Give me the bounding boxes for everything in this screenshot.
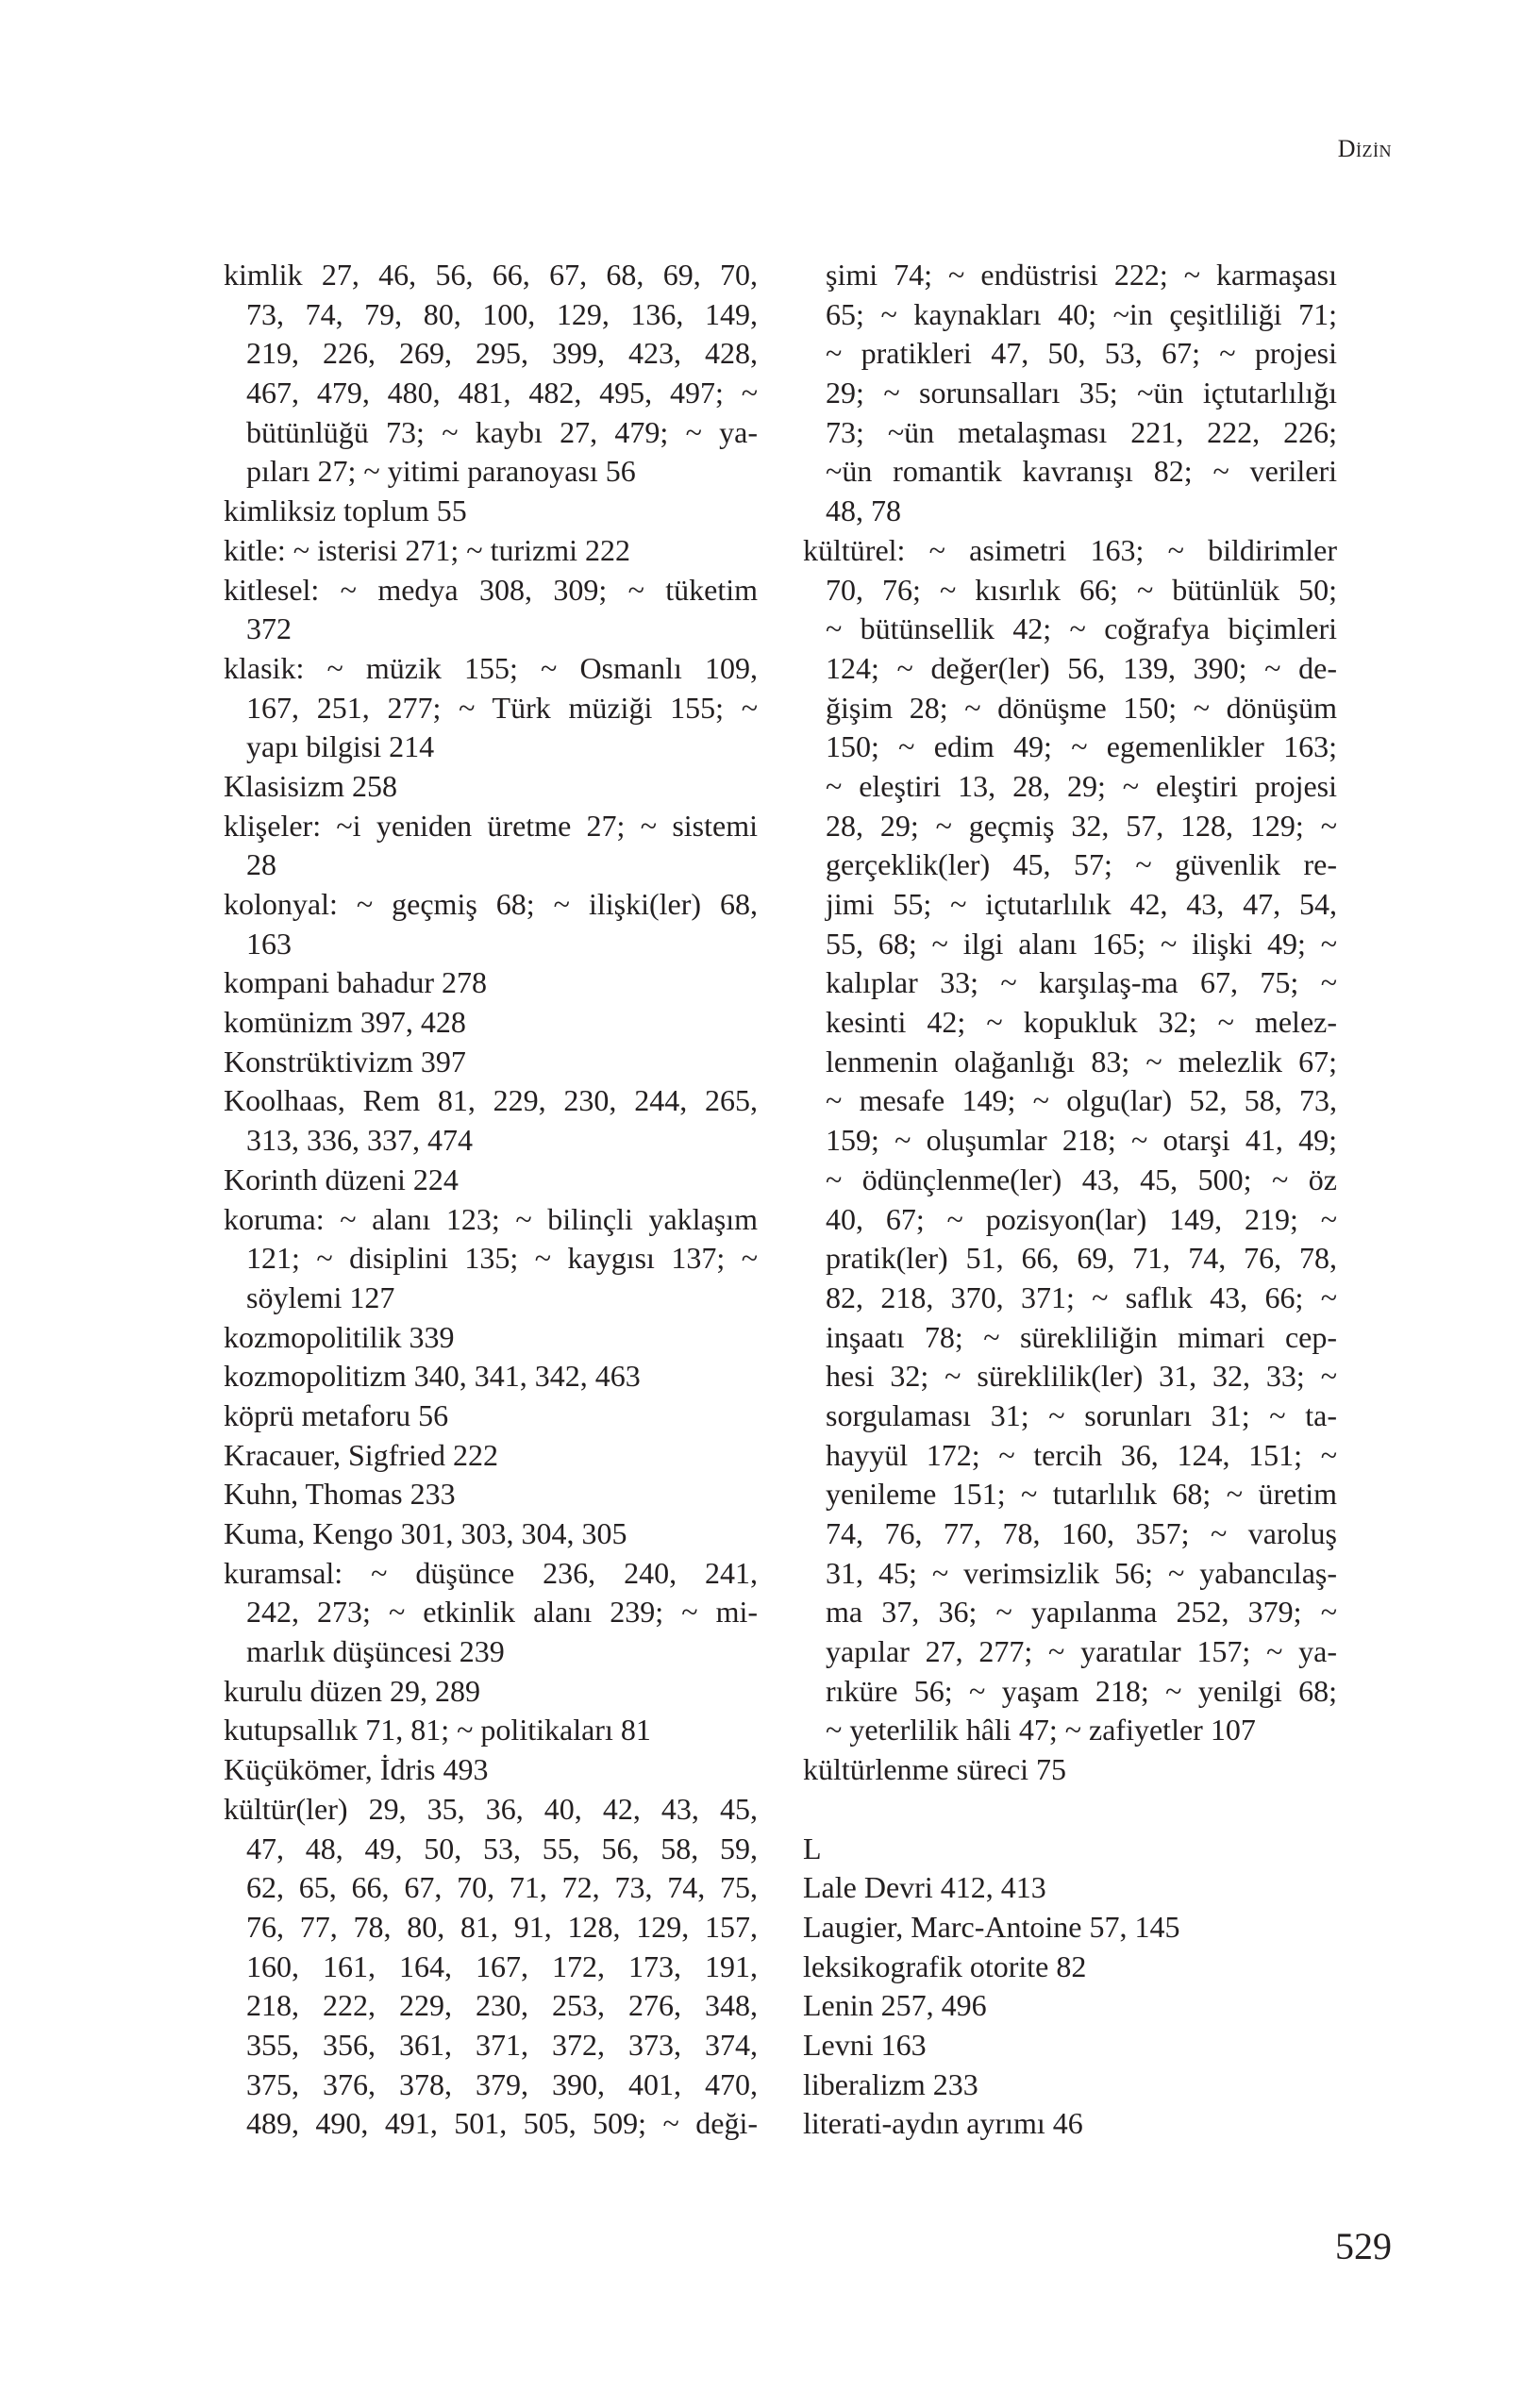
index-entry-line: 218, 222, 229, 230, 253, 276, 348,: [246, 1988, 758, 2023]
index-entry-line: 70, 76; ~ kısırlık 66; ~ bütünlük 50;: [826, 572, 1337, 607]
index-entry: [803, 2104, 1337, 2144]
index-entry-line: ~ pratikleri 47, 50, 53, 67; ~ projesi: [826, 336, 1337, 371]
index-entry-heading-line: leksikografik otorite 82: [803, 1948, 1087, 1983]
index-entry-line: ma 37, 36; ~ yapılanma 252, 379; ~: [826, 1595, 1337, 1630]
index-entry-line: ~ bütünsellik 42; ~ coğrafya biçimleri: [826, 611, 1337, 646]
letter-heading: L: [803, 1831, 822, 1865]
index-entry-line: ~ mesafe 149; ~ olgu(lar) 52, 58, 73,: [826, 1083, 1337, 1118]
index-entry-heading-line: Klasisizm 258: [224, 768, 397, 803]
index-entry: [224, 885, 758, 963]
index-entry-heading-line: Konstrüktivizm 397: [224, 1044, 466, 1079]
index-entry-heading-line: kimliksiz toplum 55: [224, 493, 467, 528]
index-entry-line: gerçeklik(ler) 45, 57; ~ güvenlik re-: [826, 847, 1337, 882]
index-entry: [224, 1161, 758, 1200]
index-entry: [224, 571, 758, 649]
index-entry-line: ğişim 28; ~ dönüşme 150; ~ dönüşüm: [826, 690, 1337, 725]
index-entry-line: 62, 65, 66, 67, 70, 71, 72, 73, 74, 75,: [246, 1870, 758, 1905]
index-entry-heading-line: literati-aydın ayrımı 46: [803, 2106, 1083, 2141]
index-entry-line: 124; ~ değer(ler) 56, 139, 390; ~ de-: [826, 650, 1337, 685]
index-entry-heading-line: kültürel: ~ asimetri 163; ~ bildirimler: [803, 532, 1337, 567]
index-entry-line: bütünlüğü 73; ~ kaybı 27, 479; ~ ya-: [246, 414, 758, 449]
section-gap: [803, 1790, 1337, 1830]
index-entry-line: 82, 218, 370, 371; ~ saflık 43, 66; ~: [826, 1279, 1337, 1314]
index-entry-heading-line: kompani bahadur 278: [224, 965, 488, 1000]
index-entry: [803, 1750, 1337, 1790]
index-entry-heading-line: kozmopolitilik 339: [224, 1319, 455, 1354]
index-entry-heading-line: köprü metaforu 56: [224, 1397, 449, 1432]
index-entry-heading-line: Kuhn, Thomas 233: [224, 1477, 456, 1512]
index-entry: [803, 1908, 1337, 1948]
index-entry: [224, 1672, 758, 1712]
index-entry: [803, 1948, 1337, 1987]
index-column-right: [803, 256, 1337, 2144]
index-entry-line: 55, 68; ~ ilgi alanı 165; ~ ilişki 49; ~: [826, 926, 1337, 961]
index-entry-heading-line: Korinth düzeni 224: [224, 1162, 459, 1196]
index-entry: [224, 767, 758, 807]
index-entry: [224, 963, 758, 1003]
index-entry-line: 467, 479, 480, 481, 482, 495, 497; ~: [246, 376, 758, 410]
index-entry: [224, 1357, 758, 1396]
index-entry-line: 47, 48, 49, 50, 53, 55, 56, 58, 59,: [246, 1831, 758, 1865]
index-entry-line: ~ yeterlilik hâli 47; ~ zafiyetler 107: [826, 1713, 1256, 1747]
index-entry-line: 355, 356, 361, 371, 372, 373, 374,: [246, 2027, 758, 2062]
index-entry-line: pratik(ler) 51, 66, 69, 71, 74, 76, 78,: [826, 1241, 1337, 1276]
index-entry: [224, 1514, 758, 1554]
index-entry-heading-line: komünizm 397, 428: [224, 1005, 466, 1040]
index-column-left: [224, 256, 758, 2144]
index-entry-line: 73; ~ün metalaşması 221, 222, 226;: [826, 414, 1337, 449]
index-entry-heading-line: kuramsal: ~ düşünce 236, 240, 241,: [224, 1555, 758, 1590]
index-entry-line: hesi 32; ~ süreklilik(ler) 31, 32, 33; ~: [826, 1359, 1337, 1394]
index-entry-heading-line: Laugier, Marc-Antoine 57, 145: [803, 1909, 1180, 1944]
index-entry-heading-line: Lale Devri 412, 413: [803, 1870, 1046, 1905]
index-entry-line: ~ ödünçlenme(ler) 43, 45, 500; ~ öz: [826, 1162, 1337, 1196]
index-entry: [224, 1711, 758, 1750]
index-entry-line: 159; ~ oluşumlar 218; ~ otarşi 41, 49;: [826, 1123, 1337, 1158]
index-entry: [224, 256, 758, 492]
index-entry-line: 163: [246, 926, 292, 961]
index-entry: [224, 1554, 758, 1672]
index-entry-line: kesinti 42; ~ kopukluk 32; ~ melez-: [826, 1005, 1337, 1040]
index-entry-line: ~ün romantik kavranışı 82; ~ verileri: [826, 454, 1337, 489]
index-entry-line: inşaatı 78; ~ sürekliliğin mimari cep-: [826, 1319, 1337, 1354]
index-entry: [224, 1750, 758, 1790]
index-entry-heading-line: kimlik 27, 46, 56, 66, 67, 68, 69, 70,: [224, 258, 758, 292]
index-entry-heading-line: Levni 163: [803, 2027, 927, 2062]
index-entry: [224, 807, 758, 885]
index-entry: [224, 531, 758, 571]
index-entry-line: 65; ~ kaynakları 40; ~in çeşitliliği 71;: [826, 296, 1337, 331]
index-entry-line: söylemi 127: [246, 1279, 395, 1314]
index-entry: [224, 1790, 758, 2144]
index-entry: [224, 1396, 758, 1436]
index-entry: [803, 2026, 1337, 2065]
index-entry: [803, 2065, 1337, 2105]
index-entry-heading-line: koruma: ~ alanı 123; ~ bilinçli yaklaşım: [224, 1201, 758, 1236]
running-header-title: Dizin: [1337, 135, 1392, 162]
index-entry-heading-line: kitlesel: ~ medya 308, 309; ~ tüketim: [224, 572, 758, 607]
index-entry-line: 28: [246, 847, 276, 882]
index-entry-heading-line: kitle: ~ isterisi 271; ~ turizmi 222: [224, 532, 631, 567]
index-entry-line: ~ eleştiri 13, 28, 29; ~ eleştiri projesi: [826, 768, 1337, 803]
index-entry-heading-line: Kuma, Kengo 301, 303, 304, 305: [224, 1516, 627, 1550]
index-entry-line: yapı bilgisi 214: [246, 729, 435, 764]
index-entry: [803, 1986, 1337, 2026]
index-entry-heading-line: Kracauer, Sigfried 222: [224, 1437, 499, 1472]
index-entry-heading-line: Koolhaas, Rem 81, 229, 230, 244, 265,: [224, 1083, 758, 1118]
index-entry: [224, 1003, 758, 1043]
index-entry-line: 375, 376, 378, 379, 390, 401, 470,: [246, 2066, 758, 2101]
index-entry: [224, 1318, 758, 1358]
index-entry-heading-line: liberalizm 233: [803, 2066, 978, 2101]
index-entry: [803, 531, 1337, 1750]
index-entry-heading-line: kurulu düzen 29, 289: [224, 1673, 480, 1708]
index-entry-line: 372: [246, 611, 292, 646]
index-entry-line: şimi 74; ~ endüstrisi 222; ~ karmaşası: [826, 258, 1337, 292]
index-entry-heading-line: Küçükömer, İdris 493: [224, 1752, 489, 1787]
index-entry-heading-line: klişeler: ~i yeniden üretme 27; ~ sistemi: [224, 808, 758, 843]
index-entry-line: marlık düşüncesi 239: [246, 1634, 505, 1669]
index-entry-line: 150; ~ edim 49; ~ egemenlikler 163;: [826, 729, 1337, 764]
index-entry-line: 160, 161, 164, 167, 172, 173, 191,: [246, 1948, 758, 1983]
index-entry-line: 242, 273; ~ etkinlik alanı 239; ~ mi-: [246, 1595, 758, 1630]
index-entry-line: 489, 490, 491, 501, 505, 509; ~ deği-: [246, 2106, 758, 2141]
index-entry: [803, 1868, 1337, 1908]
index-entry-line: 29; ~ sorunsalları 35; ~ün içtutarlılığı: [826, 376, 1337, 410]
index-entry-line: kalıplar 33; ~ karşılaş-ma 67, 75; ~: [826, 965, 1337, 1000]
index-entry: [224, 1043, 758, 1082]
index-entry-line: hayyül 172; ~ tercih 36, 124, 151; ~: [826, 1437, 1337, 1472]
index-entry-heading-line: kolonyal: ~ geçmiş 68; ~ ilişki(ler) 68,: [224, 887, 758, 921]
index-entry: [224, 1436, 758, 1476]
index-entry-line: lenmenin olağanlığı 83; ~ melezlik 67;: [826, 1044, 1337, 1079]
index-entry: [224, 1081, 758, 1160]
index-entry-line: yenileme 151; ~ tutarlılık 68; ~ üretim: [826, 1477, 1337, 1512]
index-entry-line: 313, 336, 337, 474: [246, 1123, 473, 1158]
index-entry-line: yapılar 27, 277; ~ yaratılar 157; ~ ya-: [826, 1634, 1337, 1669]
index-entry-line: 40, 67; ~ pozisyon(lar) 149, 219; ~: [826, 1201, 1337, 1236]
index-entry-heading-line: kutupsallık 71, 81; ~ politikaları 81: [224, 1713, 651, 1747]
index-entry-line: sorgulaması 31; ~ sorunları 31; ~ ta-: [826, 1397, 1337, 1432]
index-entry-line: pıları 27; ~ yitimi paranoyası 56: [246, 454, 636, 489]
index-entry-heading-line: kültür(ler) 29, 35, 36, 40, 42, 43, 45,: [224, 1791, 758, 1826]
index-entry-continued: [803, 256, 1337, 531]
index-entry-line: jimi 55; ~ içtutarlılık 42, 43, 47, 54,: [826, 887, 1337, 921]
index-entry: [224, 492, 758, 531]
index-entry: [224, 1200, 758, 1318]
index-entry-line: 28, 29; ~ geçmiş 32, 57, 128, 129; ~: [826, 808, 1337, 843]
index-entry-line: 48, 78: [826, 493, 901, 528]
index-entry-line: 219, 226, 269, 295, 399, 423, 428,: [246, 336, 758, 371]
page-number: 529: [1335, 2225, 1392, 2267]
index-entry-line: 76, 77, 78, 80, 81, 91, 128, 129, 157,: [246, 1909, 758, 1944]
index-entry-heading-line: Lenin 257, 496: [803, 1988, 987, 2023]
index-entry-heading-line: klasik: ~ müzik 155; ~ Osmanlı 109,: [224, 650, 758, 685]
index-entry-line: rıküre 56; ~ yaşam 218; ~ yenilgi 68;: [826, 1673, 1337, 1708]
index-entry: [224, 649, 758, 767]
index-entry-line: 121; ~ disiplini 135; ~ kaygısı 137; ~: [246, 1241, 758, 1276]
index-entry-line: 73, 74, 79, 80, 100, 129, 136, 149,: [246, 296, 758, 331]
index-entry-heading-line: kozmopolitizm 340, 341, 342, 463: [224, 1359, 641, 1394]
index-entry-line: 31, 45; ~ verimsizlik 56; ~ yabancılaş-: [826, 1555, 1337, 1590]
index-entry: [224, 1475, 758, 1514]
index-entry-line: 167, 251, 277; ~ Türk müziği 155; ~: [246, 690, 758, 725]
index-entry-heading-line: kültürlenme süreci 75: [803, 1752, 1067, 1787]
index-entry-line: 74, 76, 77, 78, 160, 357; ~ varoluş: [826, 1516, 1337, 1550]
